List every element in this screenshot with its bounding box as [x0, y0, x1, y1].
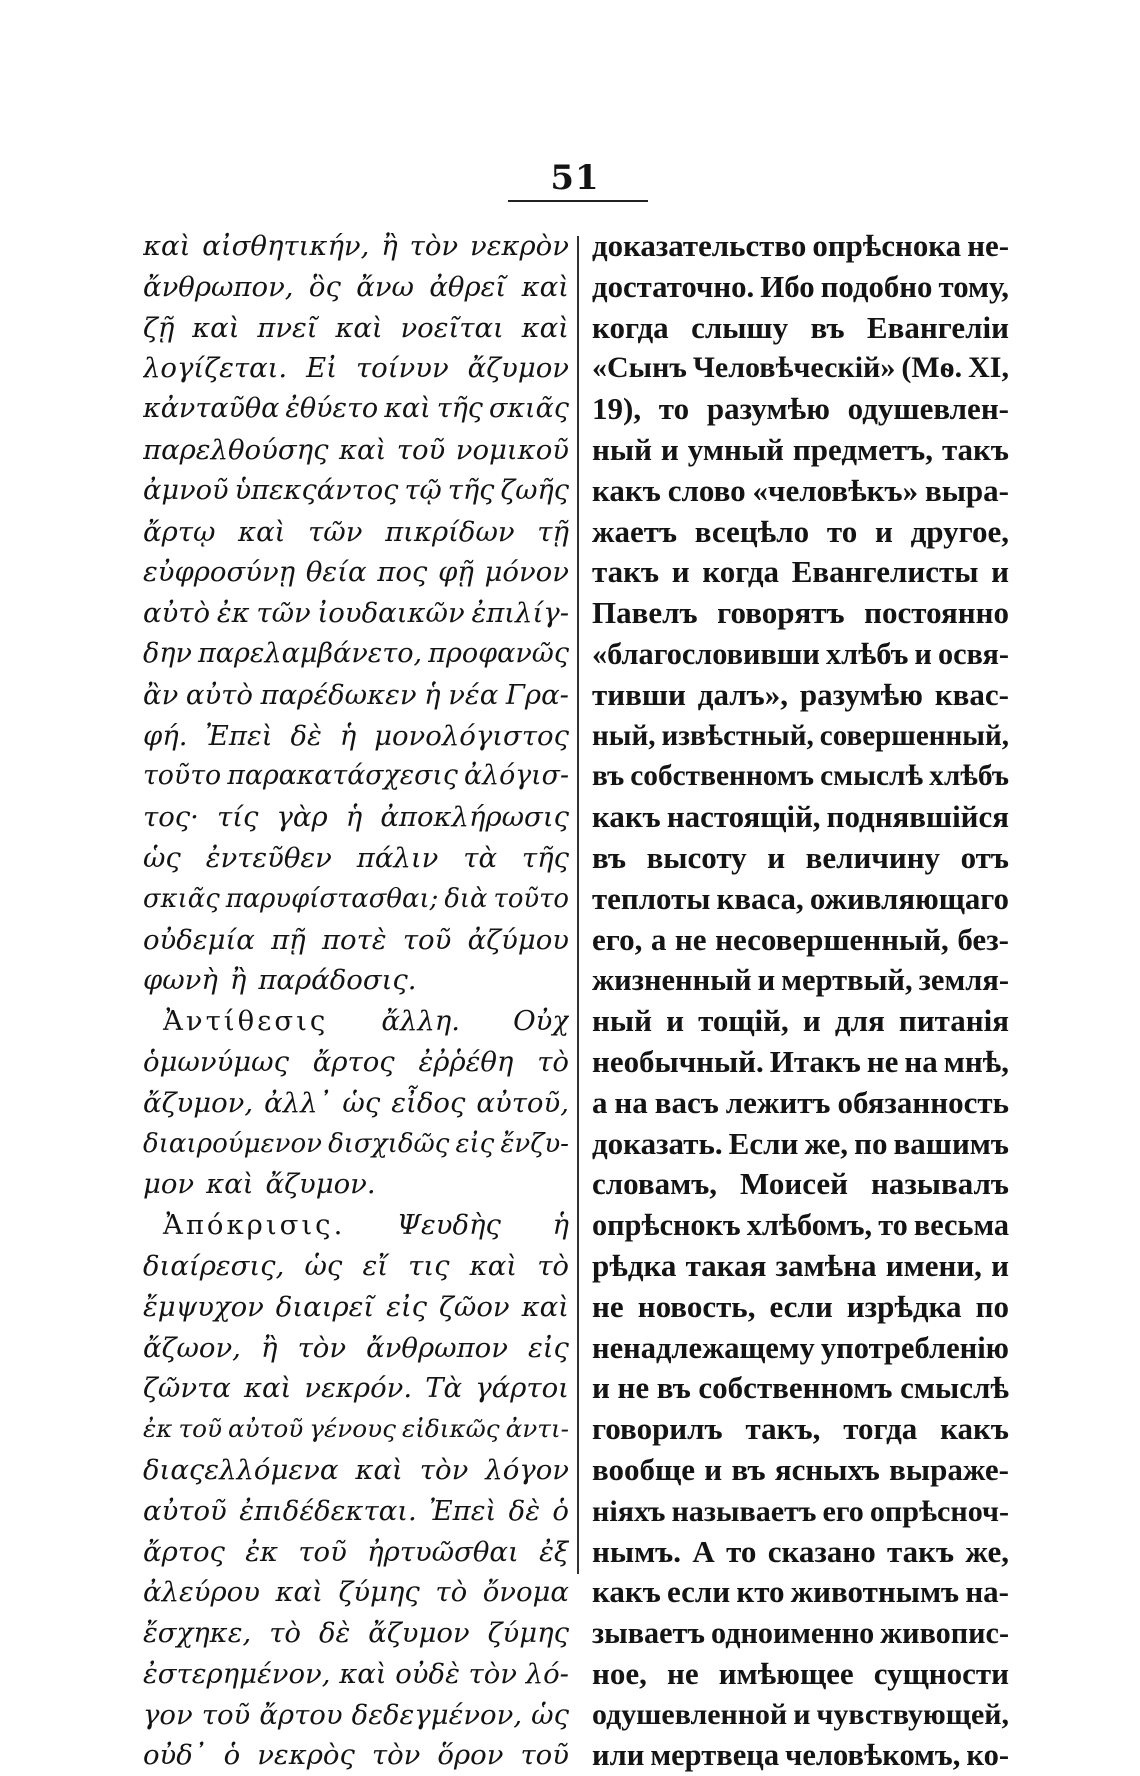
text-line: ὡς ἐντεῦθεν πάλιν τὰ τῆς: [143, 841, 569, 874]
text-line: а на васъ лежитъ обязанность: [592, 1084, 1009, 1120]
text-line: «благословивши хлѣбъ и освя-: [592, 636, 1009, 671]
column-divider: [577, 236, 579, 1574]
text-line: διαιρούμενον δισχιδῶς εἰς ἔνζυ-: [143, 1128, 569, 1159]
text-line: теплоты кваса, оживляющаго: [592, 880, 1009, 916]
text-line: γον τοῦ ἄρτου δεδεγμένον, ὡς: [143, 1698, 569, 1731]
text-line: ἀμνοῦ ὑπεκςάντος τῷ τῆς ζωῆς: [143, 474, 569, 506]
text-line: ὁμωνύμως ἄρτος ἐῤῥέθη τὸ: [143, 1045, 569, 1078]
text-line: ἄνθρωπον, ὃς ἄνω ἀθρεῖ καὶ: [143, 270, 569, 303]
text-line: ζῶντα καὶ νεκρόν. Τὰ γάρτοι: [143, 1372, 569, 1405]
text-line: Павелъ говорятъ постоянно: [592, 595, 1009, 631]
text-line: достаточно. Ибо подобно тому,: [592, 269, 1009, 304]
text-line: ἔμψυχον διαιρεῖ εἰς ζῶον καὶ: [143, 1290, 569, 1323]
text-line: φή. Ἐπεὶ δὲ ἡ μονολόγιστος: [143, 719, 569, 752]
page-number: 51: [550, 158, 600, 198]
text-line: ἄζωον, ἢ τὸν ἄνθρωπον εἰς: [143, 1331, 569, 1364]
text-line: его, а не несовершенный, без-: [592, 921, 1009, 957]
text-line: ἄρτος ἐκ τοῦ ἠρτυῶσθαι ἐξ: [143, 1535, 569, 1568]
text-line: εὐφροσύνῃ θεία πος φῇ μόνον: [143, 556, 569, 589]
text-line: κἀνταῦθα ἐθύετο καὶ τῆς σκιᾶς: [143, 393, 569, 425]
text-line: ное, не имѣющее сущности: [592, 1655, 1009, 1691]
text-line: ніяхъ называетъ его опрѣсноч-: [592, 1493, 1009, 1528]
text-line: и не въ собственномъ смыслѣ: [592, 1370, 1009, 1406]
text-line: доказать. Если же, по вашимъ: [592, 1125, 1009, 1161]
text-line: зываетъ одноименно живопис-: [592, 1616, 1009, 1651]
text-line: φωνὴ ἢ παράδοσις.: [143, 964, 417, 997]
text-line: или мертвеца человѣкомъ, ко-: [592, 1738, 1009, 1773]
text-line: ἂν αὐτὸ παρέδωκεν ἡ νέα Γρα-: [143, 678, 569, 711]
text-line: διαίρεσις, ὡς εἴ τις καὶ τὸ: [143, 1249, 569, 1282]
text-line: οὐδ᾽ ὁ νεκρὸς τὸν ὅρον τοῦ: [143, 1739, 569, 1772]
text-line: οὐδεμία πῇ ποτὲ τοῦ ἀζύμου: [143, 923, 569, 956]
text-line: τος· τίς γὰρ ἡ ἀποκλήρωσις: [143, 801, 569, 834]
text-line: жаетъ всецѣло то и другое,: [592, 513, 1009, 549]
text-line: σκιᾶς παρυφίστασθαι; διὰ τοῦτο: [143, 883, 569, 914]
text-line: ἐκ τοῦ αὐτοῦ γένους εἰδικῶς ἀντι-: [143, 1414, 569, 1444]
text-line: Ἀντίθεσις ἄλλη. Οὐχ: [163, 1005, 569, 1038]
header-rule: [508, 200, 648, 202]
text-line: необычный. Итакъ не на мнѣ,: [592, 1043, 1009, 1079]
text-line: ἄρτῳ καὶ τῶν πικρίδων τῇ: [143, 515, 569, 548]
text-line: какъ слово «человѣкъ» выра-: [592, 472, 1009, 508]
text-line: когда слышу въ Евангеліи: [592, 309, 1009, 345]
text-line: ἄζυμον, ἀλλ᾽ ὡς εἶδος αὐτοῦ,: [143, 1086, 569, 1119]
text-line: ный и тощій, и для питанія: [592, 1003, 1009, 1039]
text-line: одушевленной и чувствующей,: [592, 1697, 1009, 1731]
text-line: ный и умный предметъ, такъ: [592, 431, 1009, 467]
text-line: ἐστερημένον, καὶ οὐδὲ τὸν λό-: [143, 1657, 569, 1690]
text-line: ζῇ καὶ πνεῖ καὶ νοεῖται καὶ: [143, 311, 569, 344]
text-line: «Сынъ Человѣческій» (Мѳ. XI,: [592, 351, 1009, 385]
text-line: διαςελλόμενα καὶ τὸν λόγον: [143, 1453, 569, 1486]
text-line: говорилъ такъ, тогда какъ: [592, 1411, 1009, 1447]
text-line: λογίζεται. Εἰ τοίνυν ἄζυμον: [143, 352, 569, 385]
text-line: вообще и въ ясныхъ выраже-: [592, 1451, 1009, 1487]
text-line: ненадлежащему употребленію: [592, 1330, 1009, 1365]
text-line: μον καὶ ἄζυμον.: [143, 1168, 376, 1201]
text-line: доказательство опрѣснока не-: [592, 228, 1009, 263]
text-line: τοῦτο παρακατάσχεσις ἀλόγισ-: [143, 760, 569, 792]
text-line: Ἀπόκρισις. Ψευδὴς ἡ: [163, 1209, 569, 1242]
text-line: παρελθούσης καὶ τοῦ νομικοῦ: [143, 433, 569, 466]
text-line: жизненный и мертвый, земля-: [592, 963, 1009, 998]
text-line: 19), то разумѣю одушевлен-: [592, 391, 1009, 427]
text-line: δην παρελαμβάνετο, προφανῶς: [143, 637, 569, 669]
text-line: ἀλεύρου καὶ ζύμης τὸ ὄνομα: [143, 1576, 569, 1609]
text-line: καὶ αἰσθητικήν, ἢ τὸν νεκρὸν: [143, 230, 569, 262]
text-line: словамъ, Моисей называлъ: [592, 1166, 1009, 1202]
text-line: такъ и когда Евангелисты и: [592, 554, 1009, 590]
text-line: αὐτοῦ ἐπιδέδεκται. Ἐπεὶ δὲ ὁ: [143, 1494, 569, 1527]
text-line: тивши далъ», разумѣю квас-: [592, 676, 1009, 712]
text-line: ἔσχηκε, τὸ δὲ ἄζυμον ζύμης: [143, 1617, 569, 1650]
text-line: рѣдка такая замѣна имени, и: [592, 1247, 1009, 1283]
left-column-greek: [143, 226, 569, 1776]
right-column-russian: [592, 226, 1009, 1776]
text-line: αὐτὸ ἐκ τῶν ἰουδαικῶν ἐπιλίγ-: [143, 597, 569, 630]
text-line: ный, извѣстный, совершенный,: [592, 719, 1009, 752]
text-line: въ собственномъ смыслѣ хлѣбъ: [592, 760, 1009, 793]
text-line: нымъ. А то сказано такъ же,: [592, 1533, 1009, 1569]
text-line: въ высоту и величину отъ: [592, 839, 1009, 875]
text-line: какъ если кто животнымъ на-: [592, 1574, 1009, 1610]
text-line: не новость, если изрѣдка по: [592, 1288, 1009, 1324]
text-line: какъ настоящій, поднявшійся: [592, 799, 1009, 835]
text-line: опрѣснокъ хлѣбомъ, то весьма: [592, 1208, 1009, 1243]
